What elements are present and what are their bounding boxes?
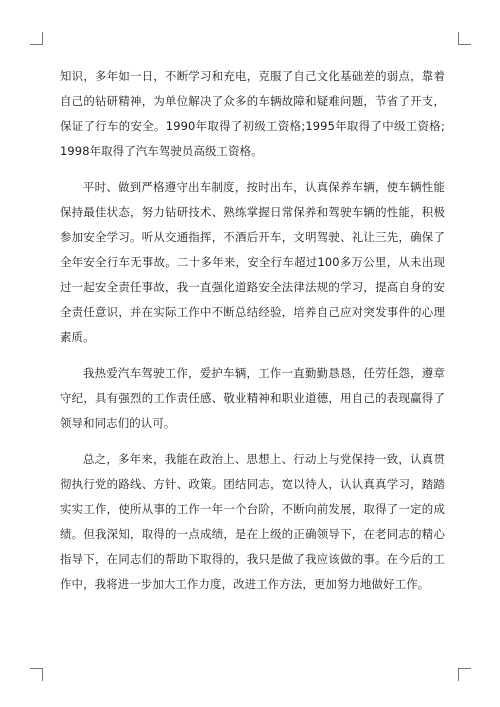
document-body — [60, 64, 445, 608]
paragraph-summary: 总之，多年来，我能在政治上、思想上、行动上与党保持一致，认真贯彻执行党的路线、方针、政策。团结同志，宽以待人，认认真真学习，踏踏实实工作，使所从事的工作一年一个台阶，不断向前发展，取得了一定的成绩。但我深知，取得的一点成绩，是在上级的正确领导下，在老同志的精心指导下，在同志们的帮助下取得的，我只是做了我应该做的事。在今后的工作中，我将进一步加大工作力度，改进工作方法，更加努力地做好工作。 — [60, 452, 445, 591]
crop-mark-top-right — [458, 32, 471, 45]
paragraph-safety: 平时、做到严格遵守出车制度，按时出车，认真保养车辆，使车辆性能保持最佳状态，努力钻研技术、熟练掌握日常保养和驾驶车辆的性能，积极参加安全学习。听从交通指挥，不酒后开车，文明驾驶、礼让三先，确保了全年安全行车无事故。二十多年来，安全行车超过100多万公里，从未出现过一起安全责任事故，我一直强化道路安全法律法规的学习，提高自身的安全责任意识，并在实际工作中不断总结经验，培养自己应对突发事件的心理素质。 — [60, 180, 445, 344]
crop-mark-bottom-left — [30, 668, 43, 681]
crop-mark-bottom-right — [458, 668, 471, 681]
paragraph-continuation: 知识，多年如一日，不断学习和充电，克服了自己文化基础差的弱点，靠着自己的钻研精神，为单位解决了众多的车辆故障和疑难问题，节省了开支，保证了行车的安全。1990年取得了初级工资格;1995年取得了中级工资格;1998年取得了汽车驾驶员高级工资格。 — [60, 69, 445, 158]
paragraph-dedication: 我热爱汽车驾驶工作，爱护车辆，工作一直勤勤恳恳，任劳任怨，遵章守纪，具有强烈的工作责任感、敬业精神和职业道德，用自己的表现赢得了领导和同志们的认可。 — [60, 366, 445, 430]
crop-mark-top-left — [30, 32, 43, 45]
